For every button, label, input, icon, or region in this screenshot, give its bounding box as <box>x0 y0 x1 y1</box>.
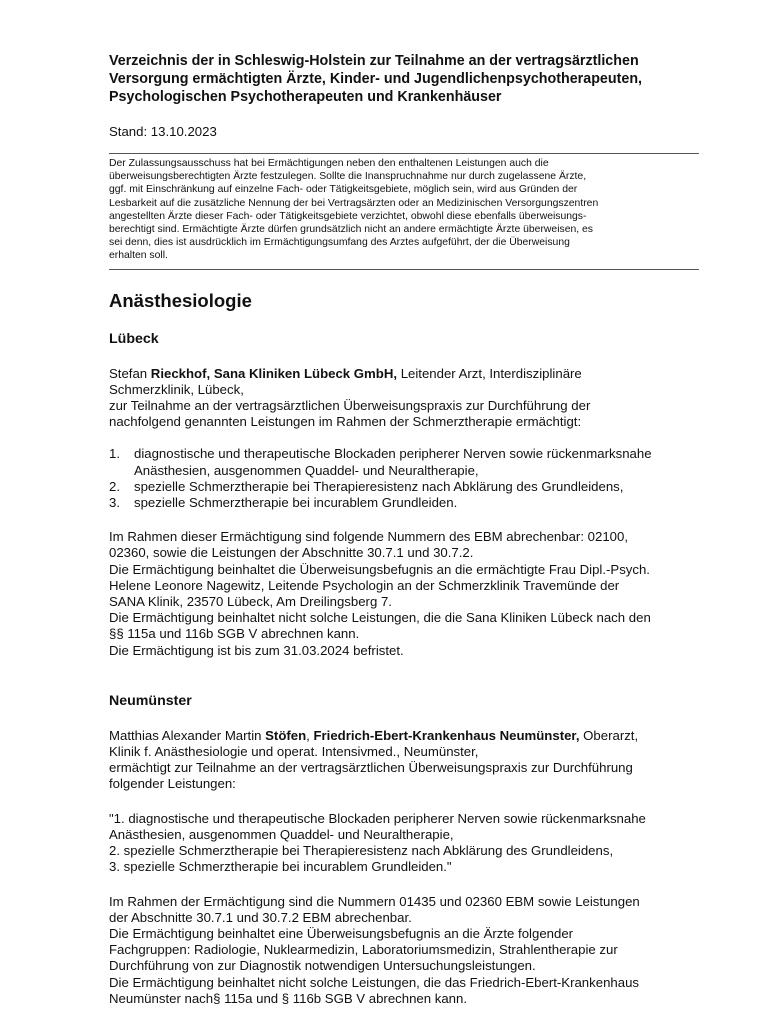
list-item-text: Anästhesien, ausgenommen Quaddel- und Neuraltherapie, <box>134 462 479 478</box>
intro-box <box>109 153 699 270</box>
intro-line: angestellten Ärzte dieser Fach- oder Tätigkeitsgebiete verzichtet, obwohl diese ebenfalls überweisungs- <box>109 210 587 222</box>
service-list-luebeck <box>109 446 690 511</box>
intro-line: Der Zulassungsausschuss hat bei Ermächtigungen neben den enthaltenen Leistungen auch die <box>109 158 549 169</box>
name-separator: , <box>206 365 214 381</box>
detail-line: Die Ermächtigung beinhaltet eine Überweisungsbefugnis an die Ärzte folgender <box>109 925 574 941</box>
document-title <box>109 52 690 106</box>
entry-neumuenster <box>109 728 690 793</box>
detail-line: Durchführung von zur Diagnostik notwendigen Untersuchungsleistungen. <box>109 958 536 974</box>
city-heading-luebeck: Lübeck <box>109 330 159 347</box>
list-item <box>109 495 690 511</box>
detail-line: SANA Klinik, 23570 Lübeck, Am Dreilingsberg 7. <box>109 594 392 610</box>
list-item <box>109 479 690 495</box>
section-heading: Anästhesiologie <box>109 289 252 311</box>
entry-line: Klinik f. Anästhesiologie und operat. Intensivmed., Neumünster, <box>109 744 479 760</box>
intro-line: Lesbarkeit auf die zusätzliche Nennung der bei Vertragsärzten oder an Medizinischen Versorgungszentren <box>109 197 599 209</box>
detail-line: der Abschnitte 30.7.1 und 30.7.2 EBM abrechenbar. <box>109 909 412 925</box>
list-item-text: spezielle Schmerztherapie bei Therapieresistenz nach Abklärung des Grundleidens, <box>134 478 624 494</box>
entry-line: zur Teilnahme an der vertragsärztlichen Überweisungspraxis zur Durchführung der <box>109 398 591 414</box>
name-separator: , <box>306 727 314 743</box>
detail-line: §§ 115a und 116b SGB V abrechnen kann. <box>109 626 360 642</box>
quote-line: Anästhesien, ausgenommen Quaddel- und Neuraltherapie, <box>109 826 454 842</box>
detail-line: Im Rahmen der Ermächtigung sind die Nummern 01435 und 02360 EBM sowie Leistungen <box>109 893 640 909</box>
list-item-text: diagnostische und therapeutische Blockaden peripherer Nerven sowie rückenmarksnahe <box>134 446 652 462</box>
detail-line: 02360, sowie die Leistungen der Abschnitte 30.7.1 und 30.7.2. <box>109 545 474 561</box>
list-item-number: 2. <box>109 478 120 494</box>
city-heading-neumuenster: Neumünster <box>109 692 192 709</box>
entry-line: nachfolgend genannten Leistungen im Rahmen der Schmerztherapie ermächtigt: <box>109 414 582 430</box>
physician-first-name: Stefan <box>109 365 151 381</box>
quote-line: 2. spezielle Schmerztherapie bei Therapieresistenz nach Abklärung des Grundleidens, <box>109 843 614 859</box>
entry-line: folgender Leistungen: <box>109 776 236 792</box>
intro-line: überweisungsberechtigten Ärzte festzulegen. Sollte die Inanspruchnahme nur durch zugelassene Ärzte, <box>109 171 587 183</box>
intro-line: berechtigt sind. Ermächtigte Ärzte dürfen grundsätzlich nicht an andere ermächtigte Ärzte überweisen, es <box>109 224 593 236</box>
intro-line: erhalten soll. <box>109 250 168 262</box>
detail-line: Die Ermächtigung beinhaltet nicht solche Leistungen, die die Sana Kliniken Lübeck nach den <box>109 610 651 626</box>
quote-line: 3. spezielle Schmerztherapie bei incurablem Grundleiden." <box>109 859 452 875</box>
entry-role: Oberarzt, <box>579 727 639 743</box>
detail-line: Die Ermächtigung ist bis zum 31.03.2024 befristet. <box>109 642 404 658</box>
entry-line: ermächtigt zur Teilnahme an der vertragsärztlichen Überweisungspraxis zur Durchführung <box>109 760 633 776</box>
list-item-text: spezielle Schmerztherapie bei incurablem Grundleiden. <box>134 495 458 511</box>
stand-date: Stand: 13.10.2023 <box>109 124 217 139</box>
detail-line: Fachgruppen: Radiologie, Nuklearmedizin, Laboratoriumsmedizin, Strahlentherapie zur <box>109 942 618 958</box>
detail-line: Helene Leonore Nagewitz, Leitende Psychologin an der Schmerzklinik Travemünde der <box>109 577 620 593</box>
intro-line: ggf. mit Einschränkung auf einzelne Fach- oder Tätigkeitsgebiete, möglich sein, wird aus Gründen der <box>109 184 578 196</box>
list-item <box>109 446 690 478</box>
entry-first-line <box>109 366 690 382</box>
institution-name: Sana Kliniken Lübeck GmbH, <box>213 365 398 381</box>
details-neumuenster <box>109 894 690 1007</box>
entry-line: Schmerzklinik, Lübeck, <box>109 381 244 397</box>
title-line: Verzeichnis der in Schleswig-Holstein zur Teilnahme an der vertragsärztlichen <box>109 53 639 69</box>
list-item-number: 3. <box>109 495 120 511</box>
detail-line: Neumünster nach§ 115a und § 116b SGB V abrechnen kann. <box>109 990 468 1006</box>
physician-last-name: Stöfen <box>265 727 307 743</box>
detail-line: Die Ermächtigung beinhaltet die Überweisungsbefugnis an die ermächtigte Frau Dipl.-Psych. <box>109 561 650 577</box>
details-luebeck <box>109 529 690 659</box>
title-line: Psychologischen Psychotherapeuten und Krankenhäuser <box>109 89 502 105</box>
quote-line: "1. diagnostische und therapeutische Blockaden peripherer Nerven sowie rückenmarksnahe <box>109 810 646 826</box>
entry-luebeck <box>109 366 690 431</box>
detail-line: Im Rahmen dieser Ermächtigung sind folgende Nummern des EBM abrechenbar: 02100, <box>109 529 628 545</box>
service-quote-neumuenster <box>109 811 690 876</box>
entry-role: Leitender Arzt, Interdisziplinäre <box>397 365 582 381</box>
entry-first-line <box>109 728 690 744</box>
title-line: Versorgung ermächtigten Ärzte, Kinder- und Jugendlichenpsychotherapeuten, <box>109 71 643 87</box>
institution-name: Friedrich-Ebert-Krankenhaus Neumünster, <box>313 727 580 743</box>
physician-first-name: Matthias Alexander Martin <box>109 727 266 743</box>
detail-line: Die Ermächtigung beinhaltet nicht solche Leistungen, die das Friedrich-Ebert-Krankenhaus <box>109 974 639 990</box>
list-item-number: 1. <box>109 446 120 462</box>
physician-last-name: Rieckhof <box>150 365 207 381</box>
intro-line: sei denn, dies ist ausdrücklich im Ermächtigungsumfang des Arztes aufgeführt, der die Überweisung <box>109 237 570 249</box>
